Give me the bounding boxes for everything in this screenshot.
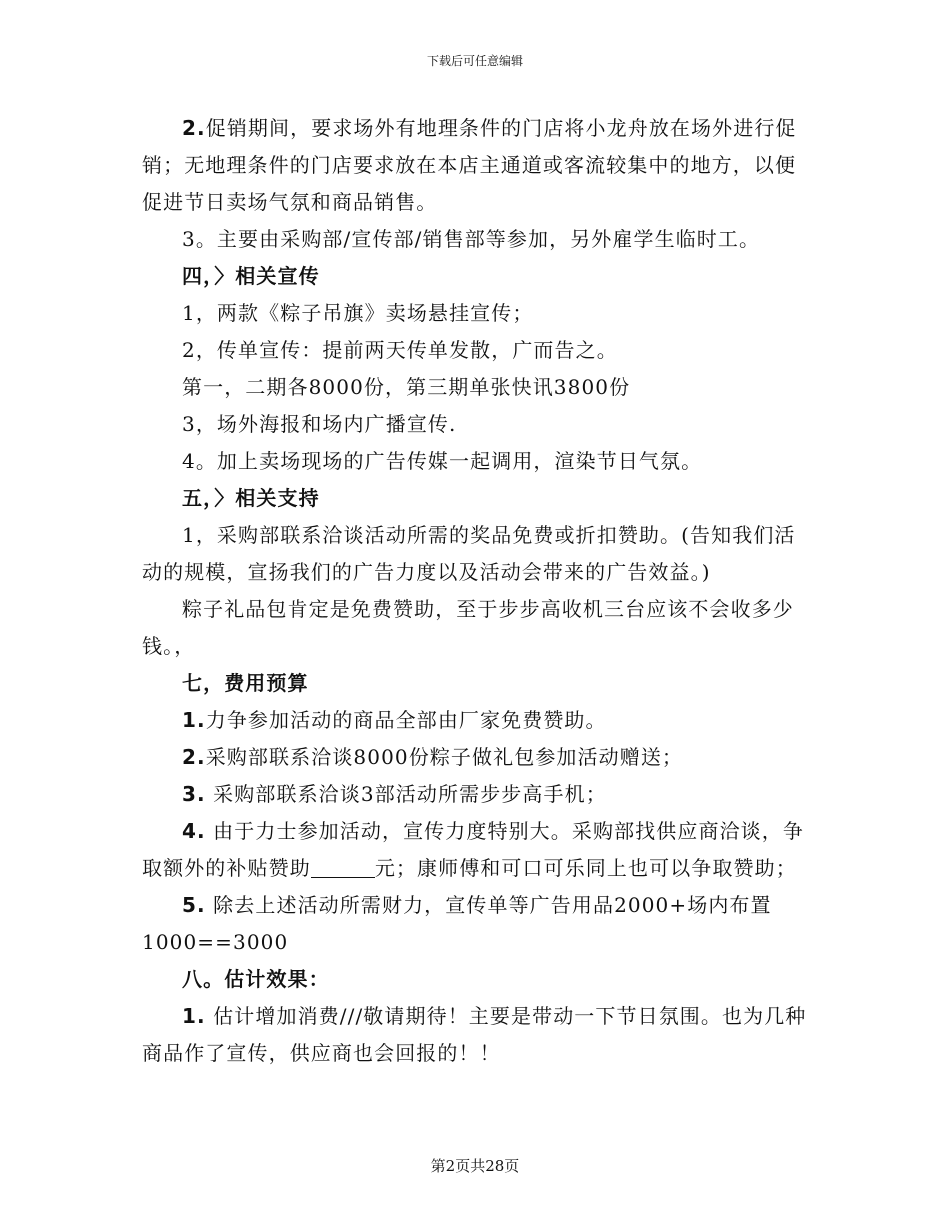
paragraph-text: 由于力士参加活动，宣传力度特别大。采购部找供应商洽谈，争取额外的补贴赞助 (142, 819, 804, 880)
item-number: 2. (182, 745, 206, 769)
paragraph-support-1: 1，采购部联系洽谈活动所需的奖品免费或折扣赞助。(告知我们活动的规模，宣扬我们的广告力度以及活动会带来的广告效益。) (142, 523, 796, 584)
section-heading-effect: 八。估计效果： (182, 967, 330, 991)
section-heading-publicity: 四，〉相关宣传 (182, 264, 320, 288)
paragraph-text: 采购部联系洽谈8000份粽子做礼包参加活动赠送； (205, 745, 684, 769)
paragraph-text: 除去上述活动所需财力，宣传单等广告用品2000+场内布置1000==3000 (142, 893, 772, 954)
paragraph-text: 力争参加活动的商品全部由厂家免费赞助。 (205, 708, 607, 732)
item-number: 3. (182, 782, 206, 806)
paragraph-budget-2 (142, 739, 812, 776)
paragraph-text: 采购部联系洽谈3部活动所需步步高手机； (205, 782, 607, 806)
section-heading-budget: 七，费用预算 (182, 671, 309, 695)
page-footer: 第2页共28页 (430, 1157, 520, 1175)
item-number: 2. (182, 116, 206, 140)
item-number: 5. (182, 893, 206, 917)
paragraph-support-2: 粽子礼品包肯定是免费赞助，至于步步高收机三台应该不会收多少钱。， (142, 597, 794, 658)
paragraph-publicity-1: 1，两款《粽子吊旗》卖场悬挂宣传； (182, 301, 534, 325)
paragraph-publicity-quantities: 第一，二期各8000份，第三期单张快讯3800份 (182, 375, 631, 399)
fill-in-blank (311, 857, 375, 878)
item-number: 4. (182, 819, 206, 843)
paragraph-text: 估计增加消费///敬请期待！主要是带动一下节日氛围。也为几种商品作了宣传，供应商也会回报的！！ (142, 1004, 807, 1065)
paragraph-budget-3 (142, 776, 812, 813)
paragraph-budget-4 (142, 813, 812, 887)
item-number: 1. (182, 1004, 206, 1028)
item-number: 1. (182, 708, 206, 732)
paragraph-publicity-3: 3，场外海报和场内广播宣传. (182, 412, 457, 436)
page-header: 下载后可任意编辑 (426, 54, 523, 68)
paragraph-budget-5 (142, 887, 812, 961)
paragraph-text: 元；康师傅和可口可乐同上也可以争取赞助； (374, 856, 797, 880)
paragraph-staffing: 3。主要由采购部/宣传部/销售部等参加，另外雇学生临时工。 (182, 227, 761, 251)
paragraph-publicity-2: 2，传单宣传：提前两天传单发散，广而告之。 (182, 338, 618, 362)
paragraph-budget-1 (142, 702, 812, 739)
section-heading-support: 五，〉相关支持 (182, 486, 320, 510)
paragraph-publicity-4: 4。加上卖场现场的广告传媒一起调用，渲染节日气氛。 (182, 449, 703, 473)
paragraph-effect-1 (142, 998, 812, 1072)
document-body (142, 110, 812, 1072)
paragraph-text: 促销期间，要求场外有地理条件的门店将小龙舟放在场外进行促销；无地理条件的门店要求放在本店主通道或客流较集中的地方，以便促进节日卖场气氛和商品销售。 (142, 116, 797, 214)
paragraph-promotion-period (142, 110, 812, 221)
